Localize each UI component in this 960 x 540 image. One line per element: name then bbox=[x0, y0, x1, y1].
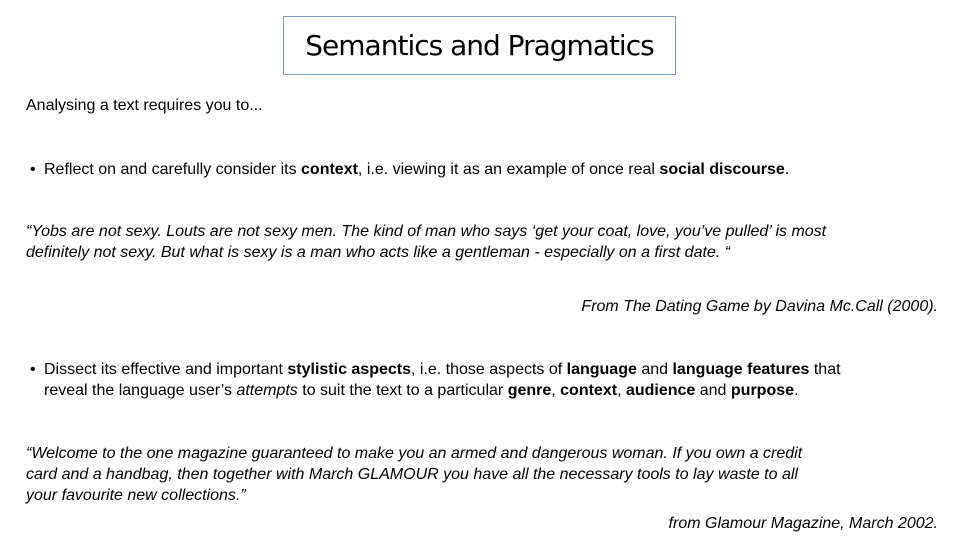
quote-line: card and a handbag, then together with March GLAMOUR you have all the necessary tools to lay waste to all bbox=[26, 466, 798, 483]
keyword-audience: audience bbox=[625, 382, 696, 399]
bullet-stylistic-text: Dissect its effective and important stylistic aspects, i.e. those aspects of language and language features that reveal the language user’s attempts to suit the text to a particular genre, context, audience and purpose. bbox=[44, 361, 841, 399]
bullet-dot: • bbox=[30, 361, 36, 378]
title-box bbox=[283, 16, 676, 75]
quote-line: definitely not sexy. But what is sexy is a man who acts like a gentleman - especially on a first date. “ bbox=[26, 244, 731, 261]
quote-glamour bbox=[26, 443, 802, 506]
quote-line: “Welcome to the one magazine guaranteed to make you an armed and dangerous woman. If you own a credit bbox=[26, 445, 803, 462]
keyword-social-discourse: social discourse bbox=[659, 161, 785, 178]
keyword-language: language bbox=[566, 361, 637, 378]
keyword-genre: genre bbox=[507, 382, 552, 399]
keyword-stylistic-aspects: stylistic aspects bbox=[287, 361, 411, 378]
intro-text: Analysing a text requires you to... bbox=[26, 97, 263, 114]
keyword-purpose: purpose bbox=[730, 382, 795, 399]
source-dating-game: From The Dating Game by Davina Mc.Call (2000). bbox=[581, 298, 938, 315]
keyword-context-2: context bbox=[560, 382, 618, 399]
quote-dating-game bbox=[26, 221, 826, 263]
quote-line: “Yobs are not sexy. Louts are not sexy men. The kind of man who says ‘get your coat, love, you’ve pulled’ is most bbox=[26, 223, 827, 240]
bullet-context-text: Reflect on and carefully consider its context, i.e. viewing it as an example of once real social discourse. bbox=[44, 161, 790, 178]
keyword-context: context bbox=[301, 161, 358, 178]
keyword-language-features: language features bbox=[672, 361, 810, 378]
quote-line: your favourite new collections.” bbox=[26, 487, 246, 504]
keyword-attempts: attempts bbox=[236, 382, 298, 399]
source-glamour: from Glamour Magazine, March 2002. bbox=[668, 515, 938, 532]
bullet-dot: • bbox=[30, 161, 36, 178]
slide-title: Semantics and Pragmatics bbox=[305, 29, 654, 62]
